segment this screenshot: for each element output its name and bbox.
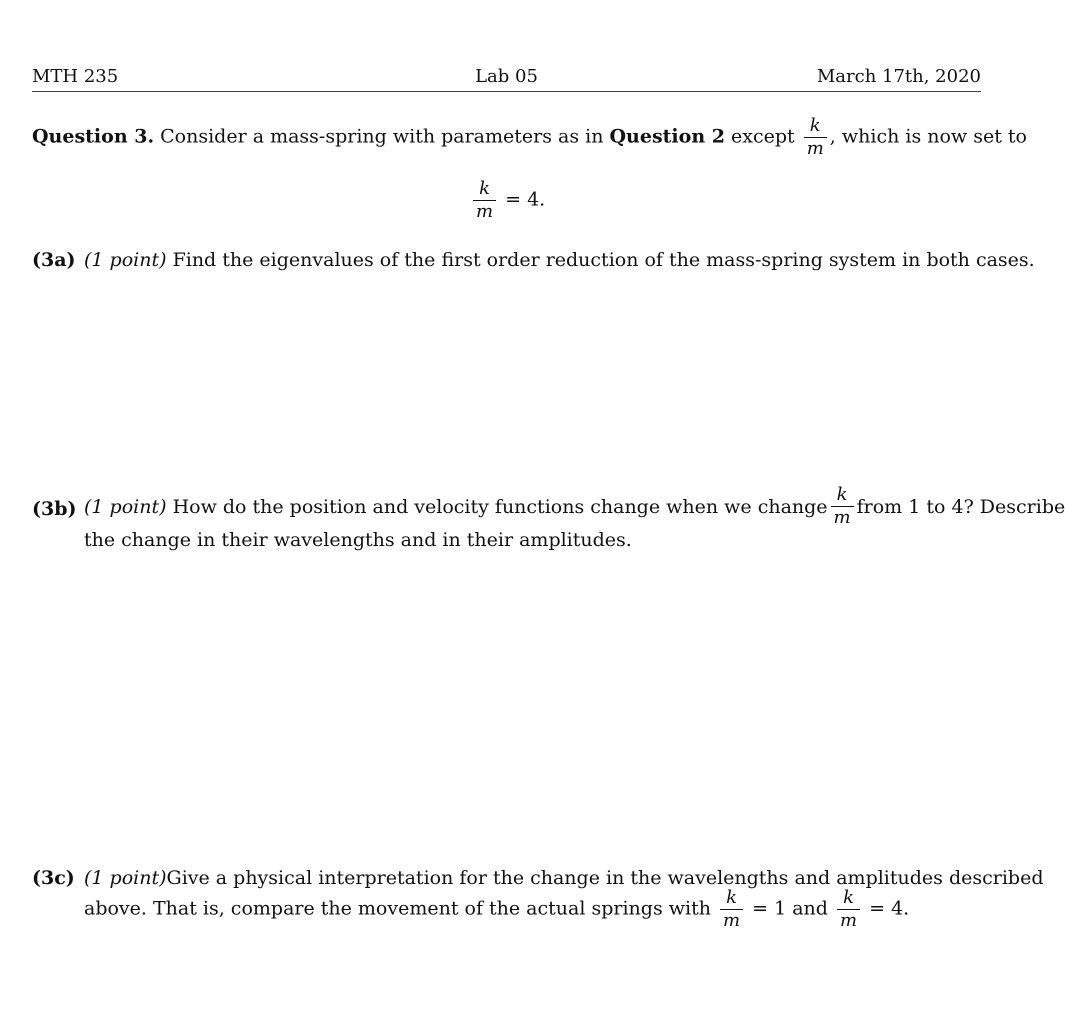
- fraction-k-over-m: [473, 180, 496, 221]
- part-3b-text-before: How do the position and velocity functions change when we change: [172, 495, 828, 518]
- fraction-denominator: m: [473, 200, 496, 221]
- question-2-reference: Question 2: [609, 125, 725, 148]
- part-3c-label: (3c): [32, 867, 75, 889]
- part-3c-line1: [84, 867, 1044, 889]
- fraction-denominator: m: [804, 137, 827, 158]
- fraction-denominator: m: [831, 506, 854, 527]
- part-3c-points: (1 point): [84, 867, 167, 889]
- question-3-except-text: except: [731, 125, 795, 148]
- lab-title: Lab 05: [475, 66, 538, 87]
- fraction-numerator: k: [809, 115, 821, 136]
- part-3a-text: [84, 249, 1035, 271]
- part-3b-line1: [84, 484, 1065, 528]
- display-equation: [470, 180, 545, 221]
- part-3b-label: (3b): [32, 498, 77, 520]
- fraction-numerator: k: [479, 178, 490, 199]
- part-3a-label: (3a): [32, 249, 76, 271]
- fraction-numerator: k: [836, 484, 848, 505]
- equation-rhs: = 4.: [505, 188, 546, 211]
- part-3c-line2: [84, 889, 909, 930]
- part-3b-text-after: from 1 to 4? Describe: [856, 495, 1065, 518]
- fraction-denominator: m: [837, 909, 860, 930]
- fraction-denominator: m: [720, 909, 743, 930]
- fraction-k-over-m: [837, 889, 860, 930]
- question-3-text: Consider a mass-spring with parameters as in: [160, 125, 604, 148]
- fraction-k-over-m: [804, 117, 827, 158]
- part-3a-points: (1 point): [84, 249, 167, 271]
- date: March 17th, 2020: [816, 66, 981, 87]
- question-3-label: Question 3.: [32, 125, 155, 148]
- fraction-k-over-m: [720, 889, 743, 930]
- fraction-numerator: k: [843, 887, 854, 908]
- course-code: MTH 235: [32, 66, 119, 87]
- part-3c-eq2-rhs: = 4.: [869, 897, 910, 920]
- part-3c-text-line2: above. That is, compare the movement of the actual springs with: [84, 897, 711, 920]
- question-3-intro: [32, 117, 1027, 158]
- fraction-numerator: k: [726, 887, 737, 908]
- part-3b-points: (1 point): [84, 495, 167, 518]
- part-3b-line2: the change in their wavelengths and in their amplitudes.: [84, 529, 632, 551]
- part-3c-text-line1: Give a physical interpretation for the change in the wavelengths and amplitudes described: [166, 867, 1044, 889]
- page-header: [32, 66, 981, 92]
- part-3a-question: Find the eigenvalues of the first order reduction of the mass-spring system in both cases.: [172, 249, 1035, 271]
- question-3-tail-text: , which is now set to: [829, 125, 1027, 148]
- part-3c-eq1-rhs: = 1 and: [752, 897, 828, 920]
- fraction-k-over-m: [831, 486, 854, 527]
